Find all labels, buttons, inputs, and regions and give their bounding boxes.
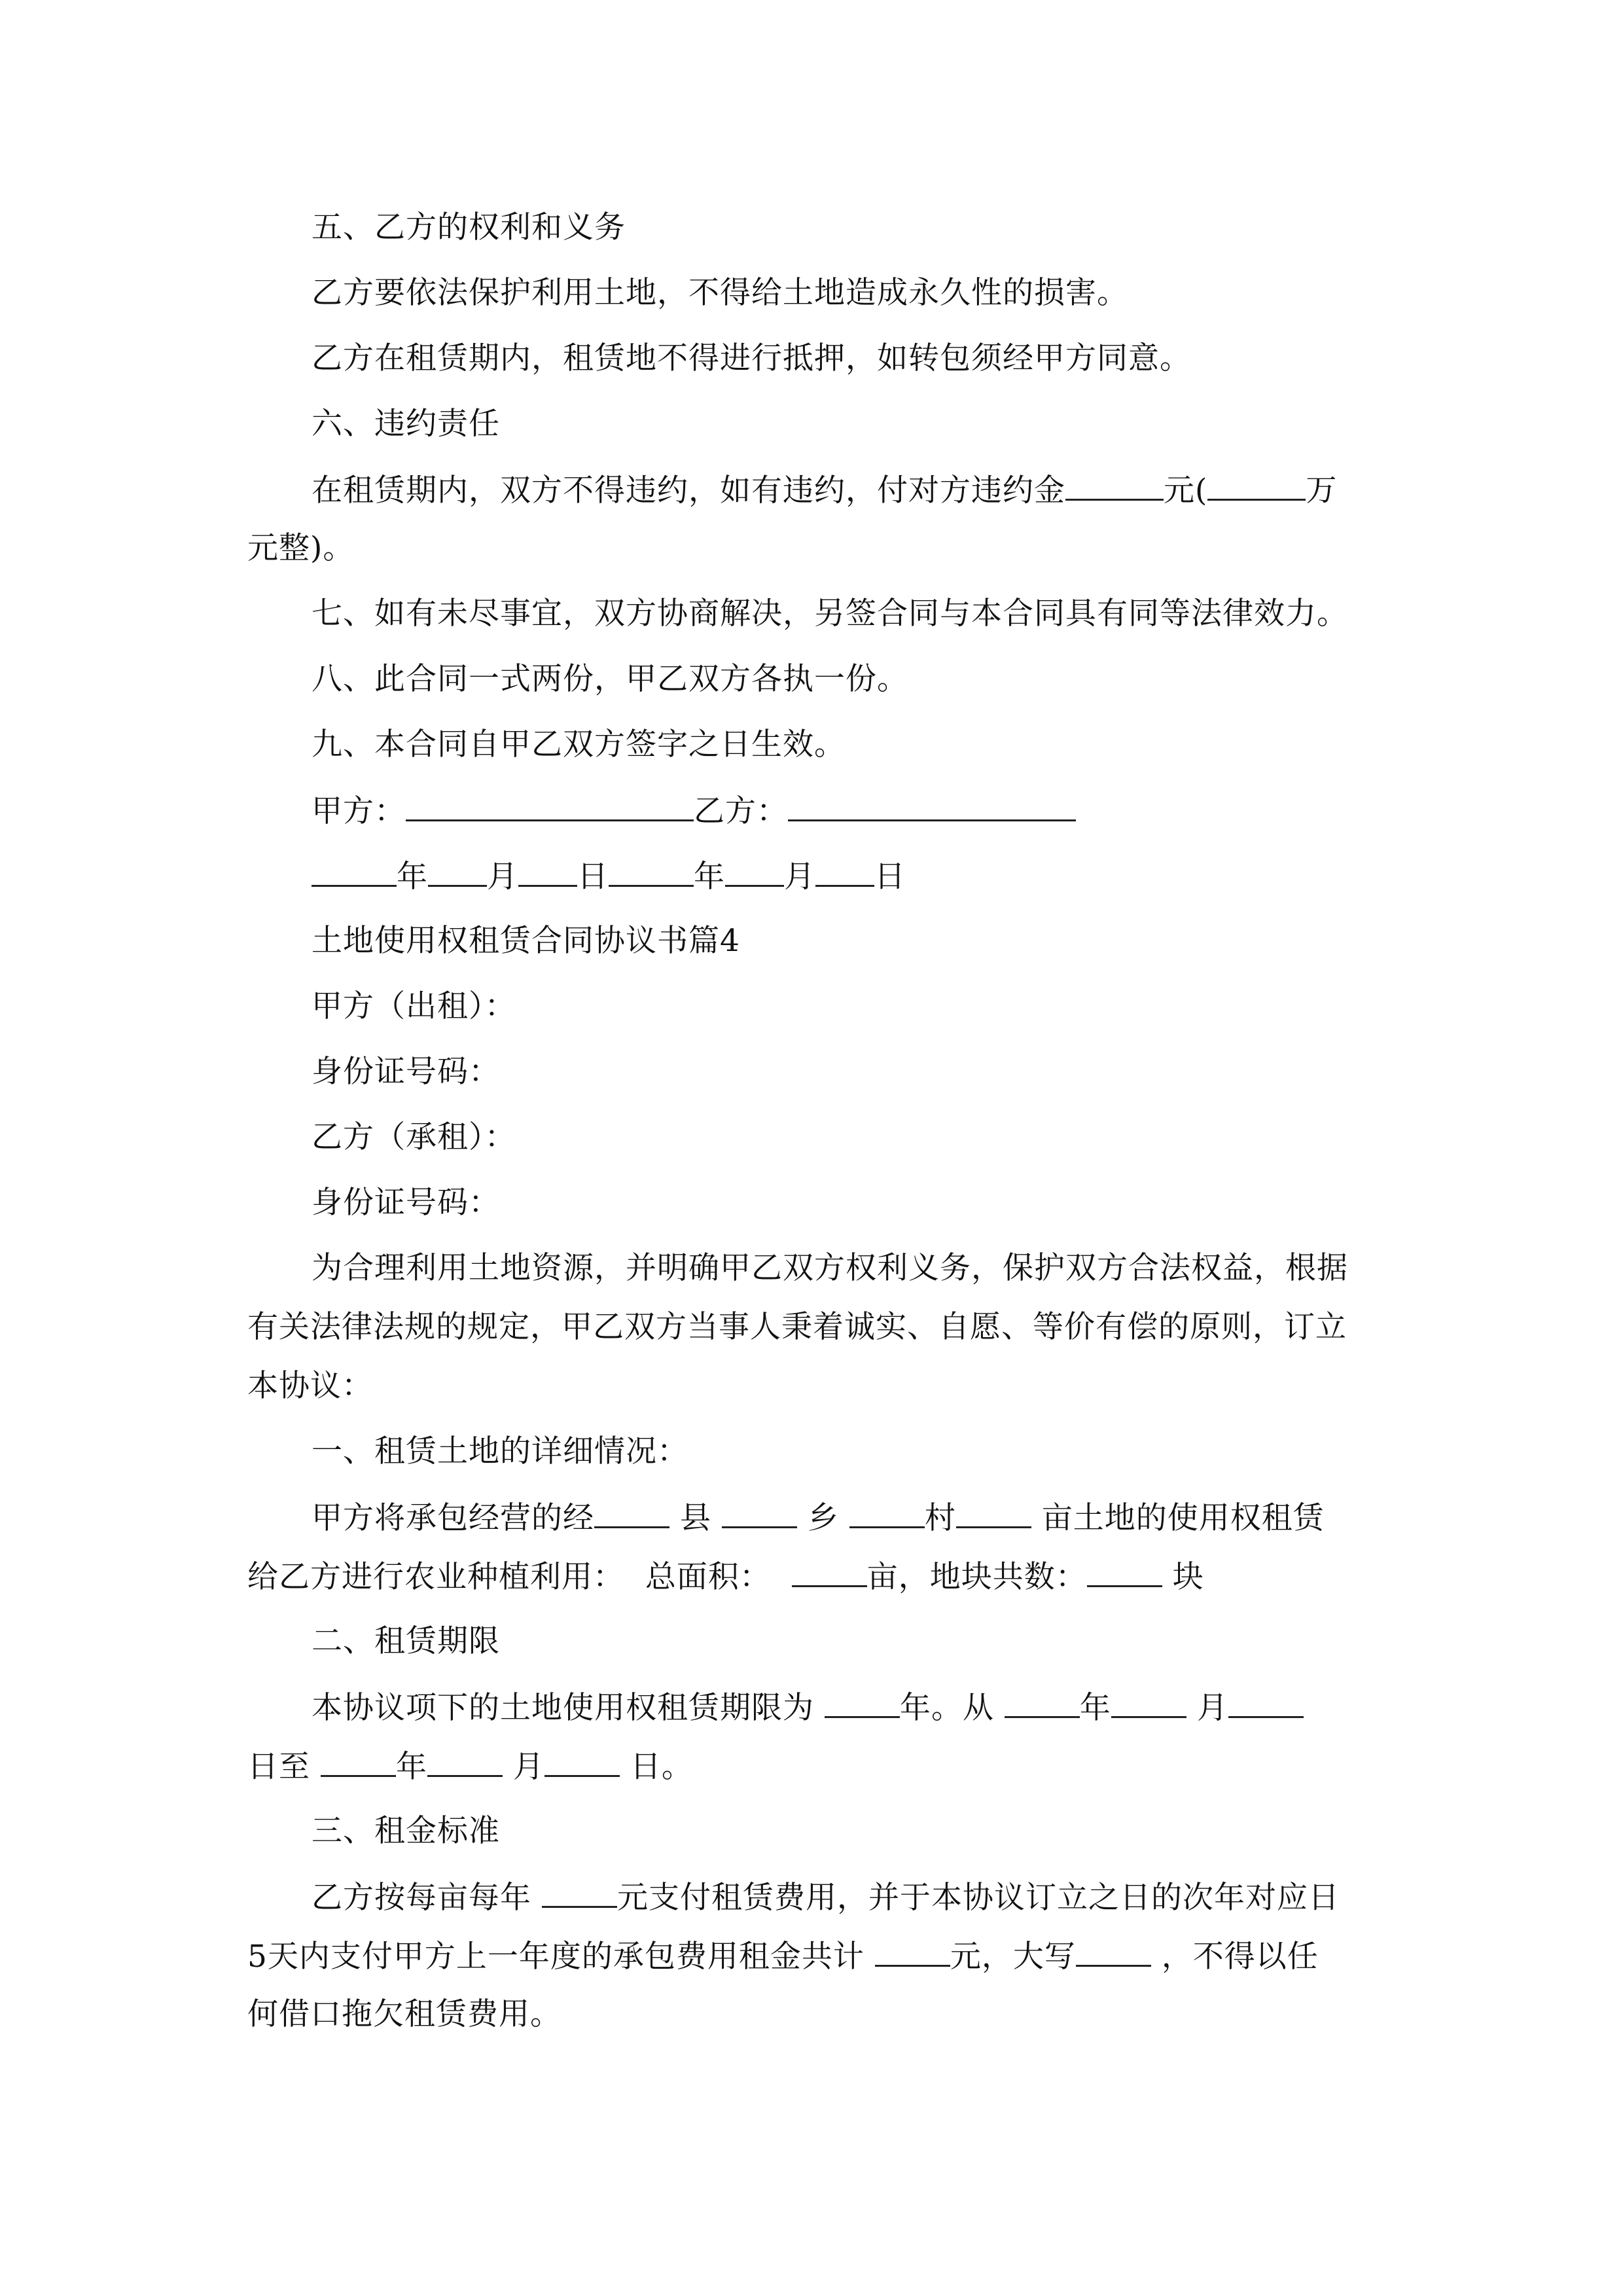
- fill-blank: [427, 1746, 503, 1777]
- section-heading-land-details: 一、租赁土地的详细情况：: [312, 1433, 688, 1469]
- paragraph-continuation: 元整)。: [247, 530, 355, 566]
- paragraph-continuation: 何借口拖欠租赁费用。: [247, 1996, 562, 2032]
- fill-blank: [825, 1687, 900, 1718]
- paragraph-continuation: 有关法律法规的规定，甲乙双方当事人秉着诚实、自愿、等价有偿的原则，订立: [247, 1309, 1347, 1345]
- fill-blank: [1005, 1687, 1080, 1718]
- paragraph-continuation: 给乙方进行农业种植利用： 总面积： 亩，地块共数： 块: [247, 1556, 1399, 1597]
- paragraph: 本协议项下的土地使用权租赁期限为 年。从 年 月: [312, 1687, 1463, 1728]
- id-number-label: 身份证号码：: [312, 1054, 500, 1090]
- fill-blank: [406, 791, 694, 821]
- fill-blank: [312, 856, 397, 887]
- fill-blank: [725, 856, 784, 887]
- paragraph: 乙方按每亩每年 元支付租赁费用，并于本协议订立之日的次年对应日: [312, 1877, 1463, 1918]
- fill-blank: [1076, 1936, 1151, 1967]
- fill-blank: [956, 1498, 1031, 1528]
- party-b-label: 乙方（承租）：: [312, 1119, 516, 1155]
- fill-blank: [428, 856, 487, 887]
- id-number-label: 身份证号码：: [312, 1185, 500, 1221]
- fill-blank: [609, 856, 694, 887]
- fill-blank: [321, 1746, 396, 1777]
- section-heading-lease-term: 二、租赁期限: [312, 1623, 500, 1659]
- fill-blank: [1065, 470, 1164, 501]
- fill-blank: [542, 1877, 617, 1908]
- fill-blank: [1228, 1687, 1304, 1718]
- fill-blank: [1111, 1687, 1186, 1718]
- paragraph: 九、本合同自甲乙双方签字之日生效。: [312, 726, 846, 762]
- fill-blank: [594, 1498, 669, 1528]
- paragraph: 乙方要依法保护利用土地，不得给土地造成永久性的损害。: [312, 275, 1128, 311]
- fill-blank: [788, 791, 1076, 821]
- paragraph-continuation: 5天内支付甲方上一年度的承包费用租金共计 元，大写 ，不得以任: [247, 1936, 1399, 1977]
- paragraph: 七、如有未尽事宜，双方协商解决，另签合同与本合同具有同等法律效力。: [312, 596, 1348, 632]
- paragraph: 甲方将承包经营的经 县 乡 村 亩土地的使用权租赁: [312, 1498, 1463, 1538]
- fill-blank: [722, 1498, 797, 1528]
- fill-blank: [1207, 470, 1306, 501]
- section-heading-breach: 六、违约责任: [312, 406, 500, 442]
- paragraph: 在租赁期内，双方不得违约，如有违约，付对方违约金 元( 万: [312, 470, 1463, 511]
- fill-blank: [875, 1936, 950, 1967]
- fill-blank: [849, 1498, 925, 1528]
- signature-line: 甲方： 乙方：: [312, 791, 1463, 831]
- party-a-label: 甲方（出租）：: [312, 988, 516, 1024]
- paragraph: 乙方在租赁期内，租赁地不得进行抵押，如转包须经甲方同意。: [312, 340, 1191, 376]
- section-heading-rights-obligations: 五、乙方的权利和义务: [312, 209, 626, 245]
- fill-blank: [1087, 1556, 1162, 1587]
- paragraph: 为合理利用土地资源，并明确甲乙双方权利义务，保护双方合法权益，根据: [312, 1250, 1348, 1286]
- fill-blank: [518, 856, 577, 887]
- fill-blank: [815, 856, 874, 887]
- fill-blank: [544, 1746, 620, 1777]
- fill-blank: [792, 1556, 867, 1587]
- paragraph-continuation: 本协议：: [247, 1368, 373, 1404]
- paragraph-continuation: 日至 年 月 日。: [247, 1746, 1399, 1787]
- date-line: 年 月 日 年 月 日: [312, 856, 1463, 897]
- paragraph: 八、此合同一式两份，甲乙双方各执一份。: [312, 661, 908, 697]
- document-title: 土地使用权租赁合同协议书篇4: [312, 923, 740, 959]
- section-heading-rent-standard: 三、租金标准: [312, 1813, 500, 1849]
